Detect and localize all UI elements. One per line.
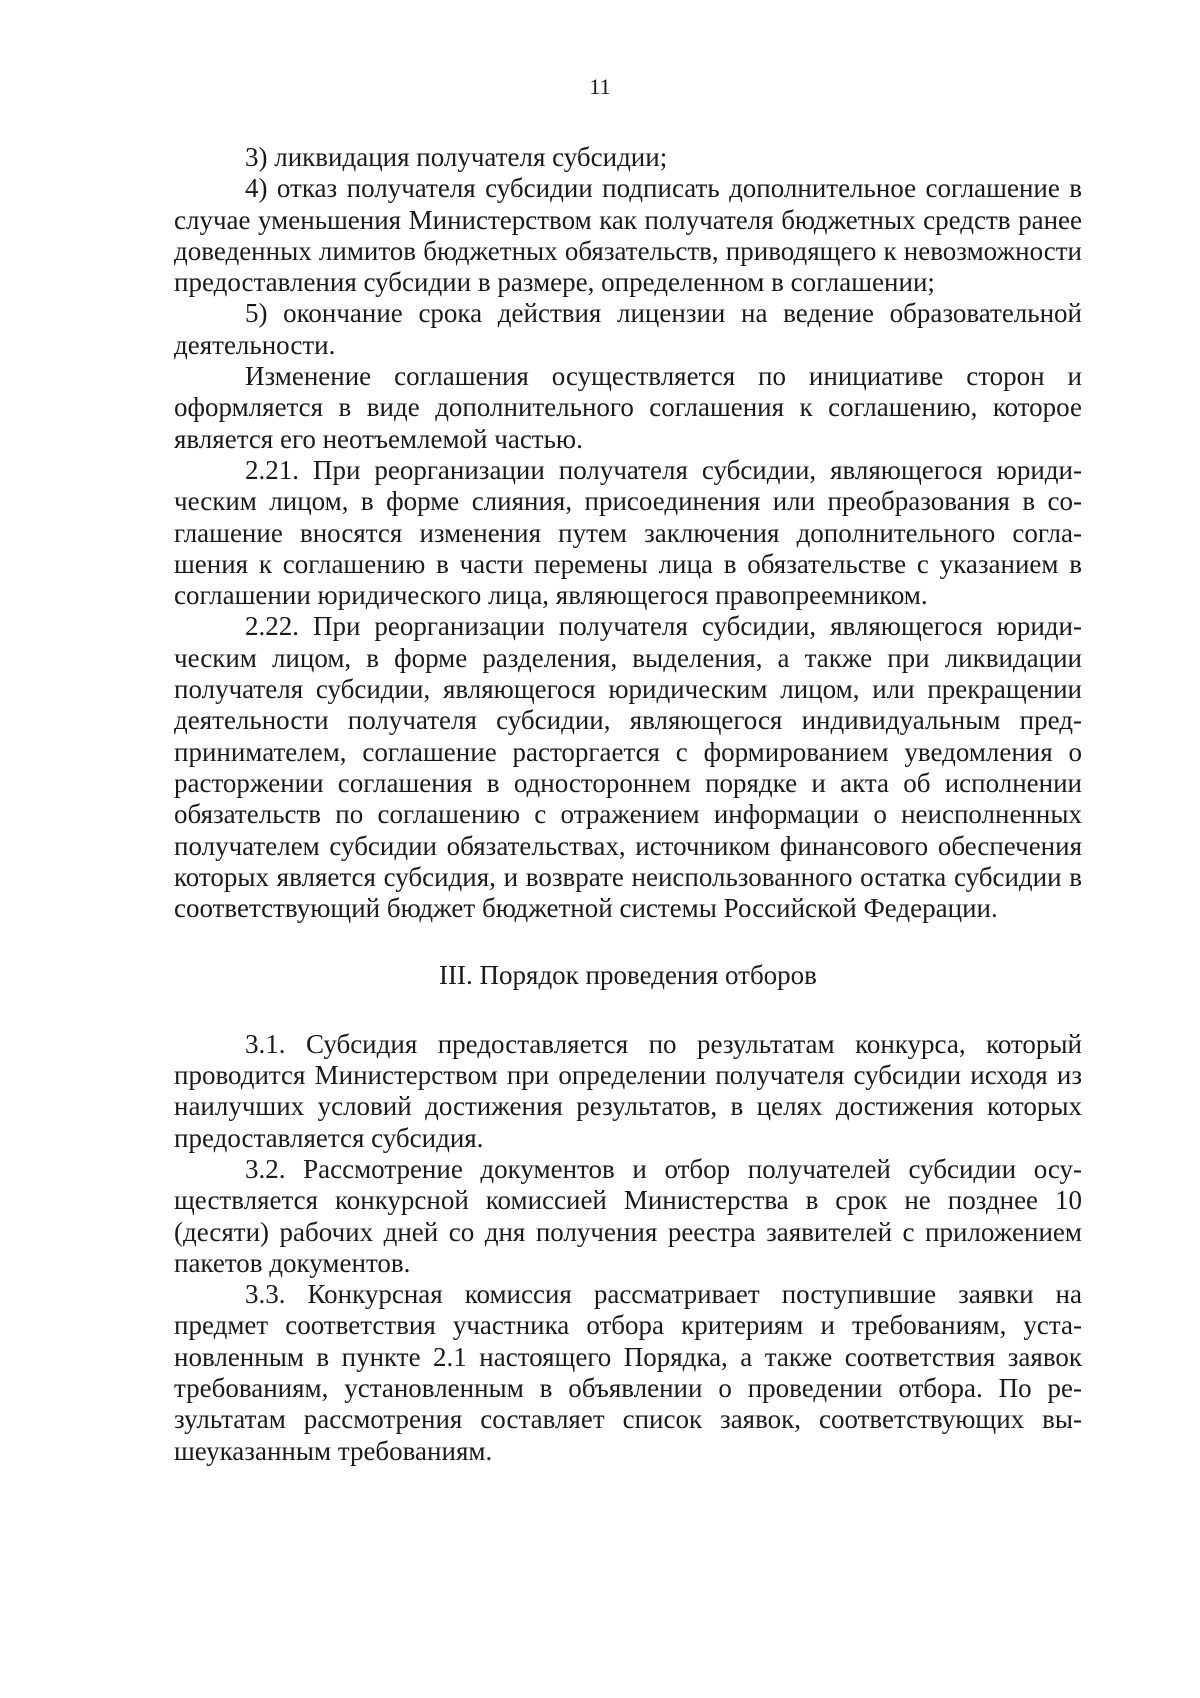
paragraph-item-3-liquidation: 3) ликвидация получателя субсидии; [245, 142, 668, 172]
paragraph-3-3: 3.3. Конкурсная комиссия рассматривает поступившие заявки на предмет соответствия участника отбора критериям и требованиям, установленным в пункте 2.1 настоящего Порядка, а также соответствия заявок требованиям, установленным в объявлении о проведении отбора. По результатам рассмотрения составляет список заявок, соответствующих вышеуказанным требованиям. [174, 1279, 1082, 1466]
paragraph-item-4-refusal: 4) отказ получателя субсидии подписать дополнительное соглашение в случае уменьшения Министерством как получателя бюджетных средств ранее доведенных лимитов бюджетных обязательств, приводящего к невозможности предоставления субсидии в размере, определенном в соглашении; [174, 173, 1082, 298]
document-body [174, 142, 1082, 1467]
page-number: 11 [589, 74, 611, 99]
paragraph-item-5-license-expiry: 5) окончание срока действия лицензии на ведение образовательной деятельности. [174, 298, 1082, 360]
section-heading: III. Порядок проведения отборов [439, 960, 817, 991]
paragraph-3-1: 3.1. Субсидия предоставляется по результатам конкурса, который проводится Министерством при определении получателя субсидии исходя из наилучших условий достижения результатов, в целях достижения которых предоставляется субсидия. [174, 1028, 1082, 1153]
paragraph-3-2: 3.2. Рассмотрение документов и отбор получателей субсидии осуществляется конкурсной комиссией Министерства в срок не позднее 10 (десяти) рабочих дней со дня получения реестра заявителей с приложением пакетов документов. [174, 1153, 1082, 1278]
paragraph-2-22: 2.22. При реорганизации получателя субсидии, являющегося юридическим лицом, в форме разделения, выделения, а также при ликвидации получателя субсидии, являющегося юридическим лицом, или прекращении деятельности получателя субсидии, являющегося индивидуальным предпринимателем, соглашение расторгается с формированием уведомления о расторжении соглашения в одностороннем порядке и акта об исполнении обязательств по соглашению с отражением информации о неисполненных получателем субсидии обязательствах, источником финансового обеспечения которых является субсидия, и возврате неиспользованного остатка субсидии в соответствующий бюджет бюджетной системы Российской Федерации. [174, 611, 1082, 924]
paragraph-2-21: 2.21. При реорганизации получателя субсидии, являющегося юридическим лицом, в форме слияния, присоединения или преобразования в соглашение вносятся изменения путем заключения дополнительного соглашения к соглашению в части перемены лица в обязательстве с указанием в соглашении юридического лица, являющегося правопреемником. [174, 454, 1082, 611]
paragraph-agreement-change: Изменение соглашения осуществляется по инициативе сторон и оформляется в виде дополнительного соглашения к соглашению, которое является его неотъемлемой частью. [174, 361, 1082, 454]
